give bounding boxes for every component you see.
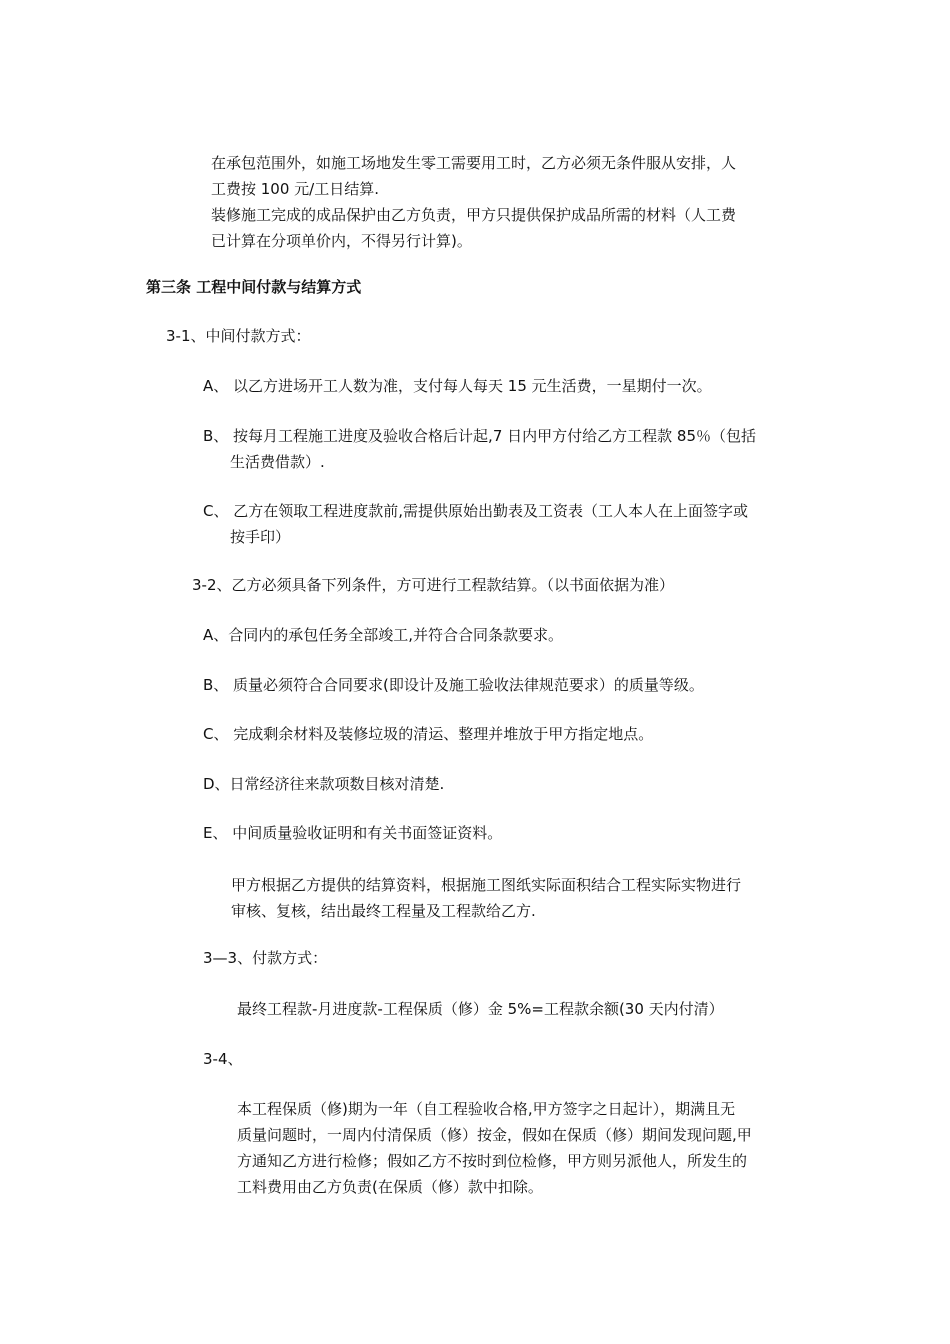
text-line: 生活费借款）. [230,453,325,471]
text-line: 方通知乙方进行检修；假如乙方不按时到位检修，甲方则另派他人，所发生的 [237,1152,748,1170]
list-item [203,423,756,475]
list-item: E、 中间质量验收证明和有关书面签证资料。 [203,824,503,842]
list-item: C、 完成剩余材料及装修垃圾的清运、整理并堆放于甲方指定地点。 [203,725,654,743]
text-line: B、 按每月工程施工进度及验收合格后计起,7 日内甲方付给乙方工程款 85％（包括 [203,427,756,445]
list-item [203,498,748,550]
subsection-heading: 3-2、乙方必须具备下列条件，方可进行工程款结算。（以书面依据为准） [192,576,675,594]
text-line: 工料费用由乙方负责(在保质（修）款中扣除。 [237,1178,543,1196]
text-line: 已计算在分项单价内，不得另行计算)。 [211,232,472,250]
text-line: 审核、复核，结出最终工程量及工程款给乙方. [231,902,536,920]
text-line: 质量问题时，一周内付清保质（修）按金，假如在保质（修）期间发现问题,甲 [237,1126,752,1144]
subsection-heading: 3-1、中间付款方式： [166,327,311,345]
list-item: B、 质量必须符合合同要求(即设计及施工验收法律规范要求）的质量等级。 [203,676,704,694]
formula-line: 最终工程款-月进度款-工程保质（修）金 5%=工程款余额(30 天内付清） [237,1000,724,1018]
subsection-heading: 3—3、付款方式： [203,949,328,967]
list-item: A、合同内的承包任务全部竣工,并符合合同条款要求。 [203,626,564,644]
text-line: 甲方根据乙方提供的结算资料，根据施工图纸实际面积结合工程实际实物进行 [231,876,742,894]
list-item: A、 以乙方进场开工人数为准，支付每人每天 15 元生活费，一星期付一次。 [203,377,712,395]
text-line: 工费按 100 元/工日结算. [211,180,379,198]
text-line: 按手印） [230,528,291,546]
text-line: 本工程保质（修)期为一年（自工程验收合格,甲方签字之日起计），期满且无 [237,1100,736,1118]
subsection-heading: 3-4、 [203,1050,243,1068]
warranty-paragraph [237,1096,752,1200]
text-line: 在承包范围外，如施工场地发生零工需要用工时，乙方必须无条件服从安排，人 [211,154,737,172]
text-line: 装修施工完成的成品保护由乙方负责，甲方只提供保护成品所需的材料（人工费 [211,206,737,224]
note-paragraph [231,872,741,924]
intro-paragraph-1 [211,150,736,254]
section-title: 第三条 工程中间付款与结算方式 [146,278,362,296]
list-item: D、日常经济往来款项数目核对清楚. [203,775,445,793]
text-line: C、 乙方在领取工程进度款前,需提供原始出勤表及工资表（工人本人在上面签字或 [203,502,749,520]
